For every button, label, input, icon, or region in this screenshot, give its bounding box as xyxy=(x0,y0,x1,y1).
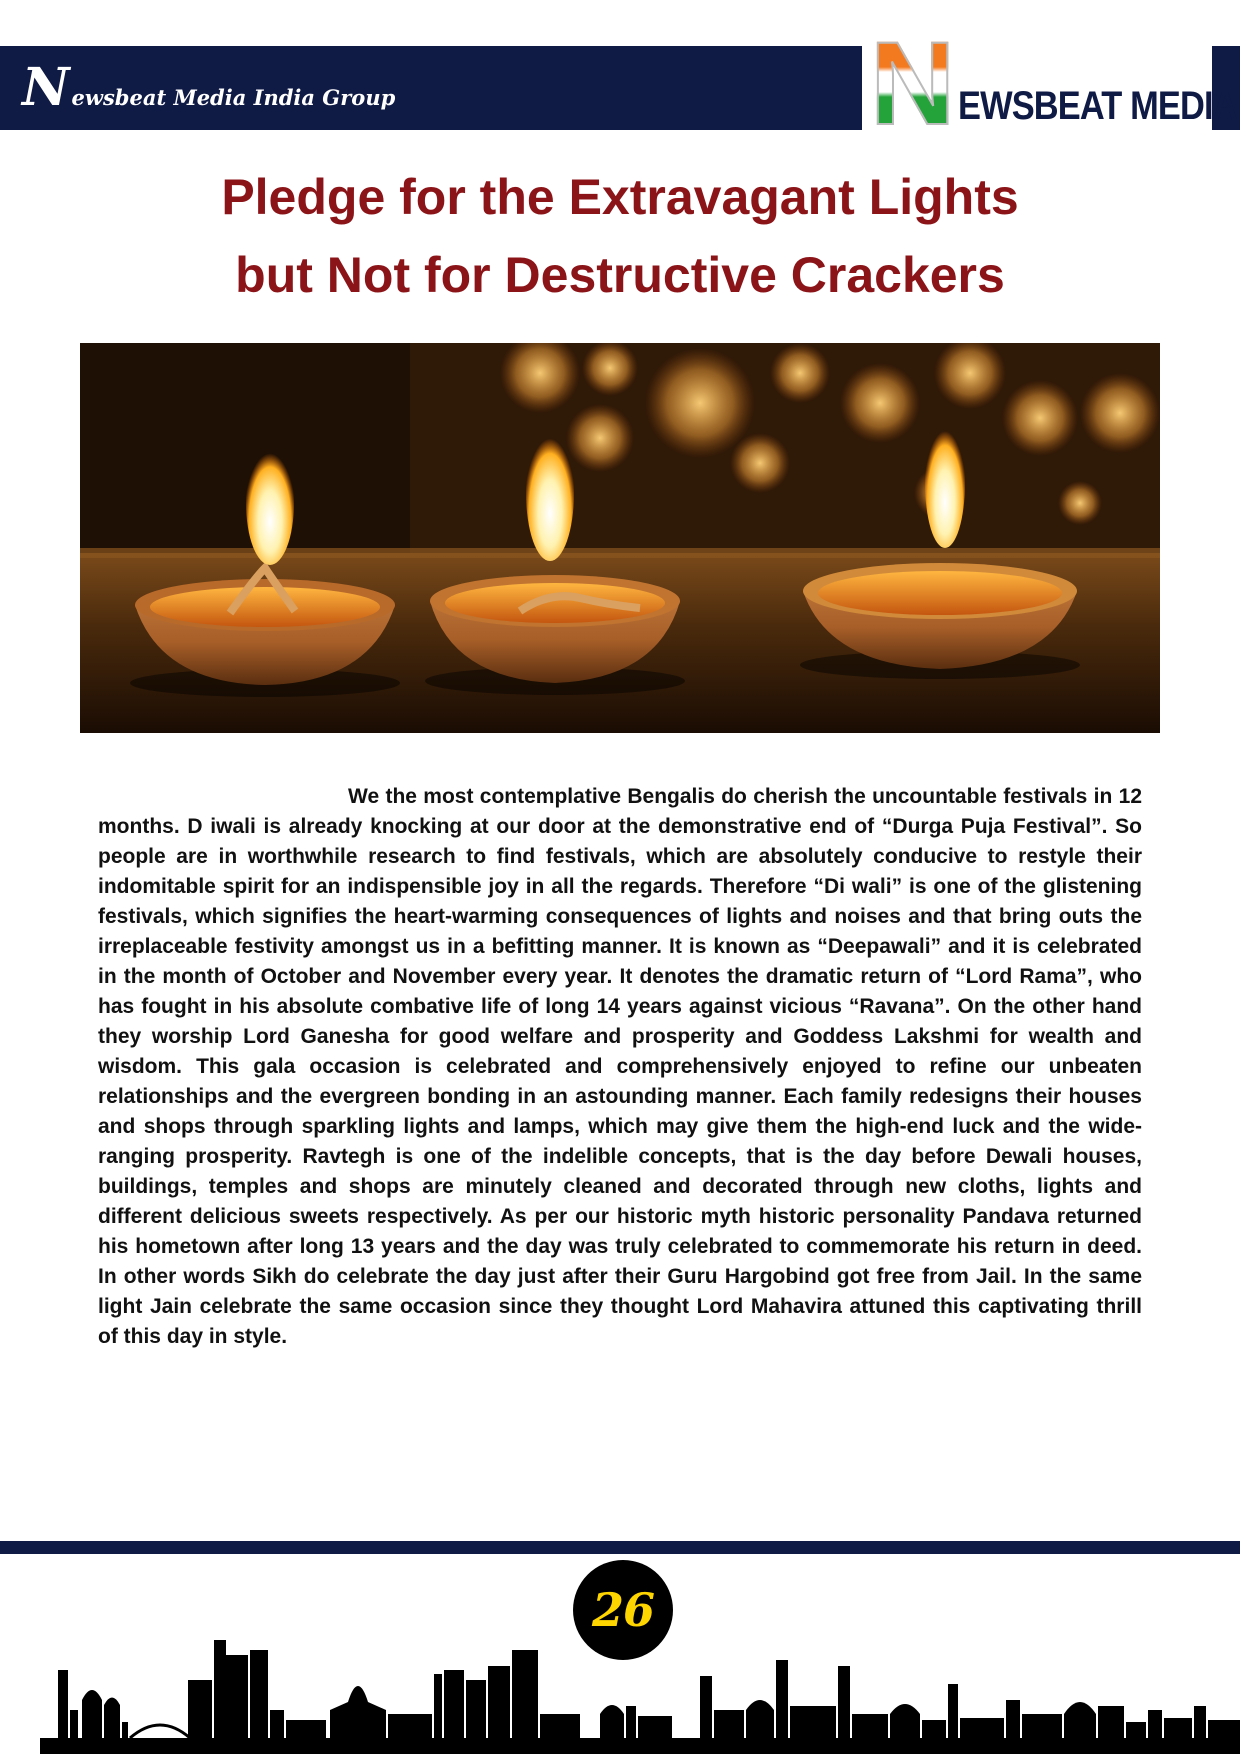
newsbeat-logo xyxy=(866,18,1237,150)
article-body: We the most contemplative Bengalis do cherish the uncountable festivals in 12 months. D iwali is already knocking at our door at the demonstrative end of “Durga Puja Festival”. So people are in worthwhile research to find festivals, which are absolutely conducive to restyle their indomitable spirit for an indispensible joy in all the regards. Therefore “Di wali” is one of the glistening festivals, which signifies the heart-warming consequences of lights and noises and that bring outs the irreplaceable festivity amongst us in a befitting manner. It is known as “Deepawali” and it is celebrated in the month of October and November every year. It denotes the dramatic return of “Lord Rama”, who has fought in his absolute combative life of long 14 years against vicious “Ravana”. On the other hand they worship Lord Ganesha for good welfare and prosperity and Goddess Lakshmi for wealth and wisdom. This gala occasion is celebrated and comprehensively enjoyed to refine our unbeaten relationships and the evergreen bonding in an astounding manner. Each family redesigns their houses and shops through sparkling lights and lamps, which may give them the high-end luck and the wide-ranging prosperity. Ravtegh is one of the indelible concepts, that is the day before Dewali houses, buildings, temples and shops are minutely cleaned and decorated through new cloths, lights and different delicious sweets respectively. As per our historic myth historic personality Pandava returned his hometown after long 13 years and the day was truly celebrated to commemorate his return in deed. In other words Sikh do celebrate the day just after their Guru Hargobind got free from Jail. In the same light Jain celebrate the same occasion since they thought Lord Mahavira attuned this captivating thrill of this day in style. xyxy=(98,785,1142,1348)
group-name-rest: ewsbeat Media India Group xyxy=(71,85,396,110)
article-title xyxy=(60,158,1180,314)
logo-tricolor-initial: N xyxy=(870,34,958,134)
group-name xyxy=(22,57,396,122)
page-number-badge xyxy=(573,1560,673,1660)
group-name-initial: N xyxy=(22,57,70,118)
logo-wordmark: EWSBEAT MEDIA xyxy=(958,84,1237,128)
title-line-1: Pledge for the Extravagant Lights xyxy=(221,169,1019,225)
diya-lamps-photo xyxy=(80,343,1160,733)
footer-bar xyxy=(0,1541,1240,1554)
diya-lamps-illustration xyxy=(80,343,1160,733)
page-number: 26 xyxy=(591,1583,654,1637)
title-line-2: but Not for Destructive Crackers xyxy=(235,247,1005,303)
